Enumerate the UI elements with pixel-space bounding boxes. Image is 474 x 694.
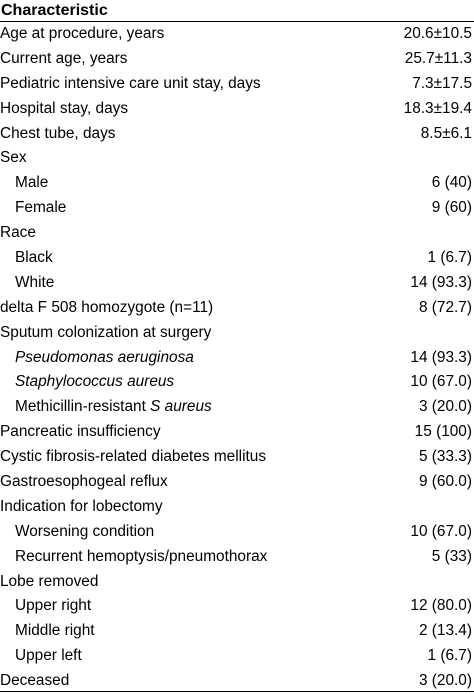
row-value: 10 (67.0) [410,373,472,391]
row-label: Gastroesophogeal reflux [0,473,168,491]
row-value: 3 (20.0) [418,672,472,690]
table-row [0,619,474,644]
row-label: Deceased [0,672,70,690]
table-row [0,395,474,420]
table-row [0,146,474,171]
row-value: 14 (93.3) [410,348,472,366]
row-value: 7.3±17.5 [412,74,472,92]
table-row [0,122,474,147]
row-label: Current age, years [0,49,128,67]
row-label: Chest tube, days [0,124,116,142]
row-value: 8.5±6.1 [420,124,472,142]
row-label: Black [15,249,53,267]
row-value: 25.7±11.3 [404,49,472,67]
row-label [15,370,174,395]
row-value: 5 (33.3) [418,448,472,466]
table-row [0,495,474,520]
row-value: 18.3±19.4 [403,99,472,117]
table-row [0,520,474,545]
row-label: Recurrent hemoptysis/pneumothorax [15,547,268,565]
table-row [0,594,474,619]
row-label: Indication for lobectomy [0,497,163,515]
row-value: 9 (60.0) [418,473,472,491]
table-row [0,321,474,346]
row-label: Race [0,224,36,242]
row-label: Worsening condition [15,522,155,540]
row-value: 1 (6.7) [427,249,472,267]
table-row [0,545,474,570]
row-label: Age at procedure, years [0,25,165,42]
row-label: Female [15,199,67,217]
table-row [0,470,474,495]
table-row [0,271,474,296]
table-row [0,420,474,445]
table-row [0,445,474,470]
table-row [0,296,474,321]
row-value: 8 (72.7) [418,298,472,316]
row-label: White [15,273,55,291]
table-row [0,370,474,395]
table-row [0,171,474,196]
row-label: Lobe removed [0,572,99,590]
row-value: 14 (93.3) [410,273,472,291]
row-label: Middle right [15,622,95,640]
table-body [0,22,474,694]
table-header: Characteristic [0,0,474,22]
row-label: Sex [0,149,27,167]
row-value: 2 (13.4) [418,622,472,640]
table-row [0,570,474,595]
row-label [15,395,212,420]
table-row [0,22,474,47]
row-value: 9 (60) [431,199,472,217]
row-value: 12 (80.0) [410,597,472,615]
row-value: 20.6±10.5 [403,25,472,42]
row-label: Hospital stay, days [0,99,129,117]
table-row [0,97,474,122]
row-label-text: Methicillin-resistant [15,398,151,416]
table-row [0,644,474,669]
row-value: 3 (20.0) [418,398,472,416]
row-label: delta F 508 homozygote (n=11) [0,298,214,316]
row-label [15,346,194,371]
table-bottom-rule [0,691,474,692]
row-label-italic: S aureus [150,398,212,416]
row-label: Upper right [15,597,92,615]
row-value: 6 (40) [431,174,472,192]
table-row [0,72,474,97]
row-label: Sputum colonization at surgery [0,323,212,341]
table-row [0,221,474,246]
table-row [0,346,474,371]
row-label: Upper left [15,647,82,665]
row-label: Pancreatic insufficiency [0,423,161,441]
row-label: Pediatric intensive care unit stay, days [0,74,261,92]
table-row [0,196,474,221]
table-row [0,47,474,72]
row-value: 5 (33) [431,547,472,565]
row-label-italic: Pseudomonas aeruginosa [15,348,194,366]
row-value: 1 (6.7) [427,647,472,665]
table-row [0,246,474,271]
row-label: Male [15,174,49,192]
row-value: 10 (67.0) [410,522,472,540]
row-label-italic: Staphylococcus aureus [15,373,175,391]
row-value: 15 (100) [414,423,472,441]
row-label: Cystic fibrosis-related diabetes mellitus [0,448,267,466]
